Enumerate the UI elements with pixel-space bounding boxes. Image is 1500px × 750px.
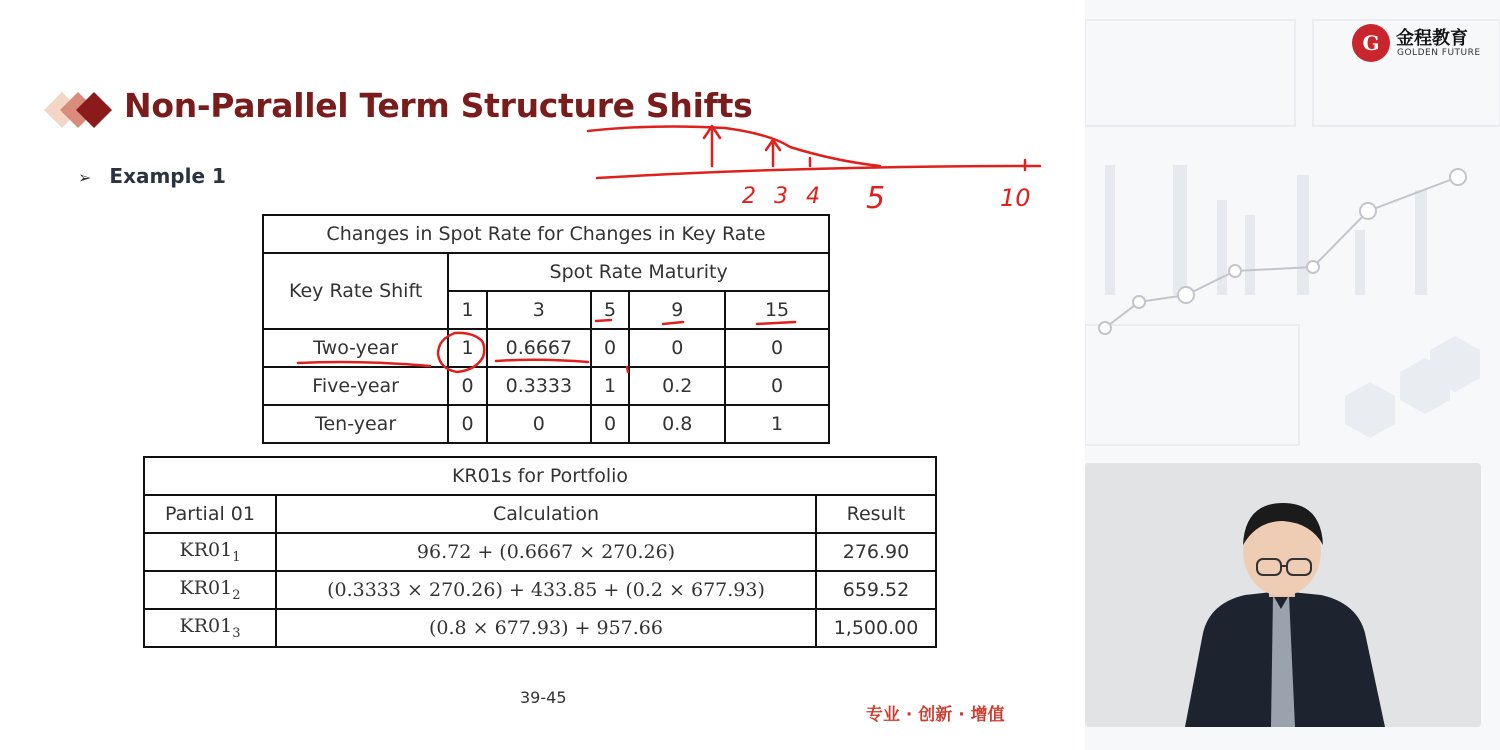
calculation-cell: (0.8 × 677.93) + 957.66: [276, 609, 816, 647]
table-cell: 0: [725, 367, 829, 405]
table-cell: 0: [629, 329, 725, 367]
table-cell: 0: [591, 329, 630, 367]
table-cell: 0.3333: [487, 367, 591, 405]
column-header: Calculation: [276, 495, 816, 533]
logo-name-cn: 金程教育: [1396, 28, 1468, 49]
table-cell: 0: [448, 405, 487, 443]
presenter-figure-icon: [1085, 463, 1481, 727]
table-cell: 0: [725, 329, 829, 367]
table-cell: 1: [725, 405, 829, 443]
title-diamond-icon: [40, 86, 120, 134]
column-header: Partial 01: [144, 495, 276, 533]
table-cell: 0.6667: [487, 329, 591, 367]
brand-logo: [1352, 24, 1488, 64]
maturity-header: 3: [487, 291, 591, 329]
table-row: [144, 609, 936, 647]
calculation-cell: (0.3333 × 270.26) + 433.85 + (0.2 × 677.93): [276, 571, 816, 609]
spot-table-caption: Changes in Spot Rate for Changes in Key Rate: [263, 215, 829, 253]
partial-01-label: $KR01_1$: [144, 533, 276, 571]
result-cell: 276.90: [816, 533, 936, 571]
partial-01-label: $KR01_2$: [144, 571, 276, 609]
maturity-header: 15: [725, 291, 829, 329]
spot-rate-change-table: [262, 214, 830, 444]
table-row: [144, 571, 936, 609]
row-label: Ten-year: [263, 405, 448, 443]
table-row: [263, 329, 829, 367]
row-label: Two-year: [263, 329, 448, 367]
table-row: [144, 533, 936, 571]
maturity-header: 1: [448, 291, 487, 329]
column-header: Result: [816, 495, 936, 533]
table-cell: 0: [487, 405, 591, 443]
annotation-label: 4: [806, 184, 820, 209]
annotation-label: 5: [866, 181, 886, 216]
partial-01-label: $KR01_3$: [144, 609, 276, 647]
infographic-decoration-icon: [1085, 0, 1500, 460]
logo-mark-icon: G: [1352, 24, 1390, 62]
table-cell: 0: [591, 405, 630, 443]
table-cell: 0.8: [629, 405, 725, 443]
page-number: 39-45: [520, 688, 567, 707]
logo-name-en: GOLDEN FUTURE: [1397, 48, 1481, 58]
table-cell: 1: [591, 367, 630, 405]
presenter-video: [1085, 463, 1481, 727]
kr-table-caption: KR01s for Portfolio: [144, 457, 936, 495]
spot-rate-maturity-header: Spot Rate Maturity: [448, 253, 829, 291]
maturity-header: 9: [629, 291, 725, 329]
calculation-cell: 96.72 + (0.6667 × 270.26): [276, 533, 816, 571]
kr01-portfolio-table: [143, 456, 937, 648]
annotation-label: 3: [774, 184, 788, 209]
table-cell: 1: [448, 329, 487, 367]
bullet-arrow-icon: ➢: [78, 168, 92, 187]
result-cell: 659.52: [816, 571, 936, 609]
slogan: 专业 · 创新 · 增值: [866, 705, 1005, 725]
table-cell: 0.2: [629, 367, 725, 405]
table-row: [263, 367, 829, 405]
table-row: [263, 405, 829, 443]
example-label: Example 1: [109, 164, 226, 188]
result-cell: 1,500.00: [816, 609, 936, 647]
table-cell: 0: [448, 367, 487, 405]
annotation-label: 10: [1000, 184, 1031, 212]
slide-title: Non-Parallel Term Structure Shifts: [124, 86, 753, 125]
example-heading: [78, 164, 226, 188]
annotation-label: 2: [742, 184, 756, 209]
maturity-header: 5: [591, 291, 630, 329]
key-rate-shift-header: Key Rate Shift: [263, 253, 448, 329]
row-label: Five-year: [263, 367, 448, 405]
